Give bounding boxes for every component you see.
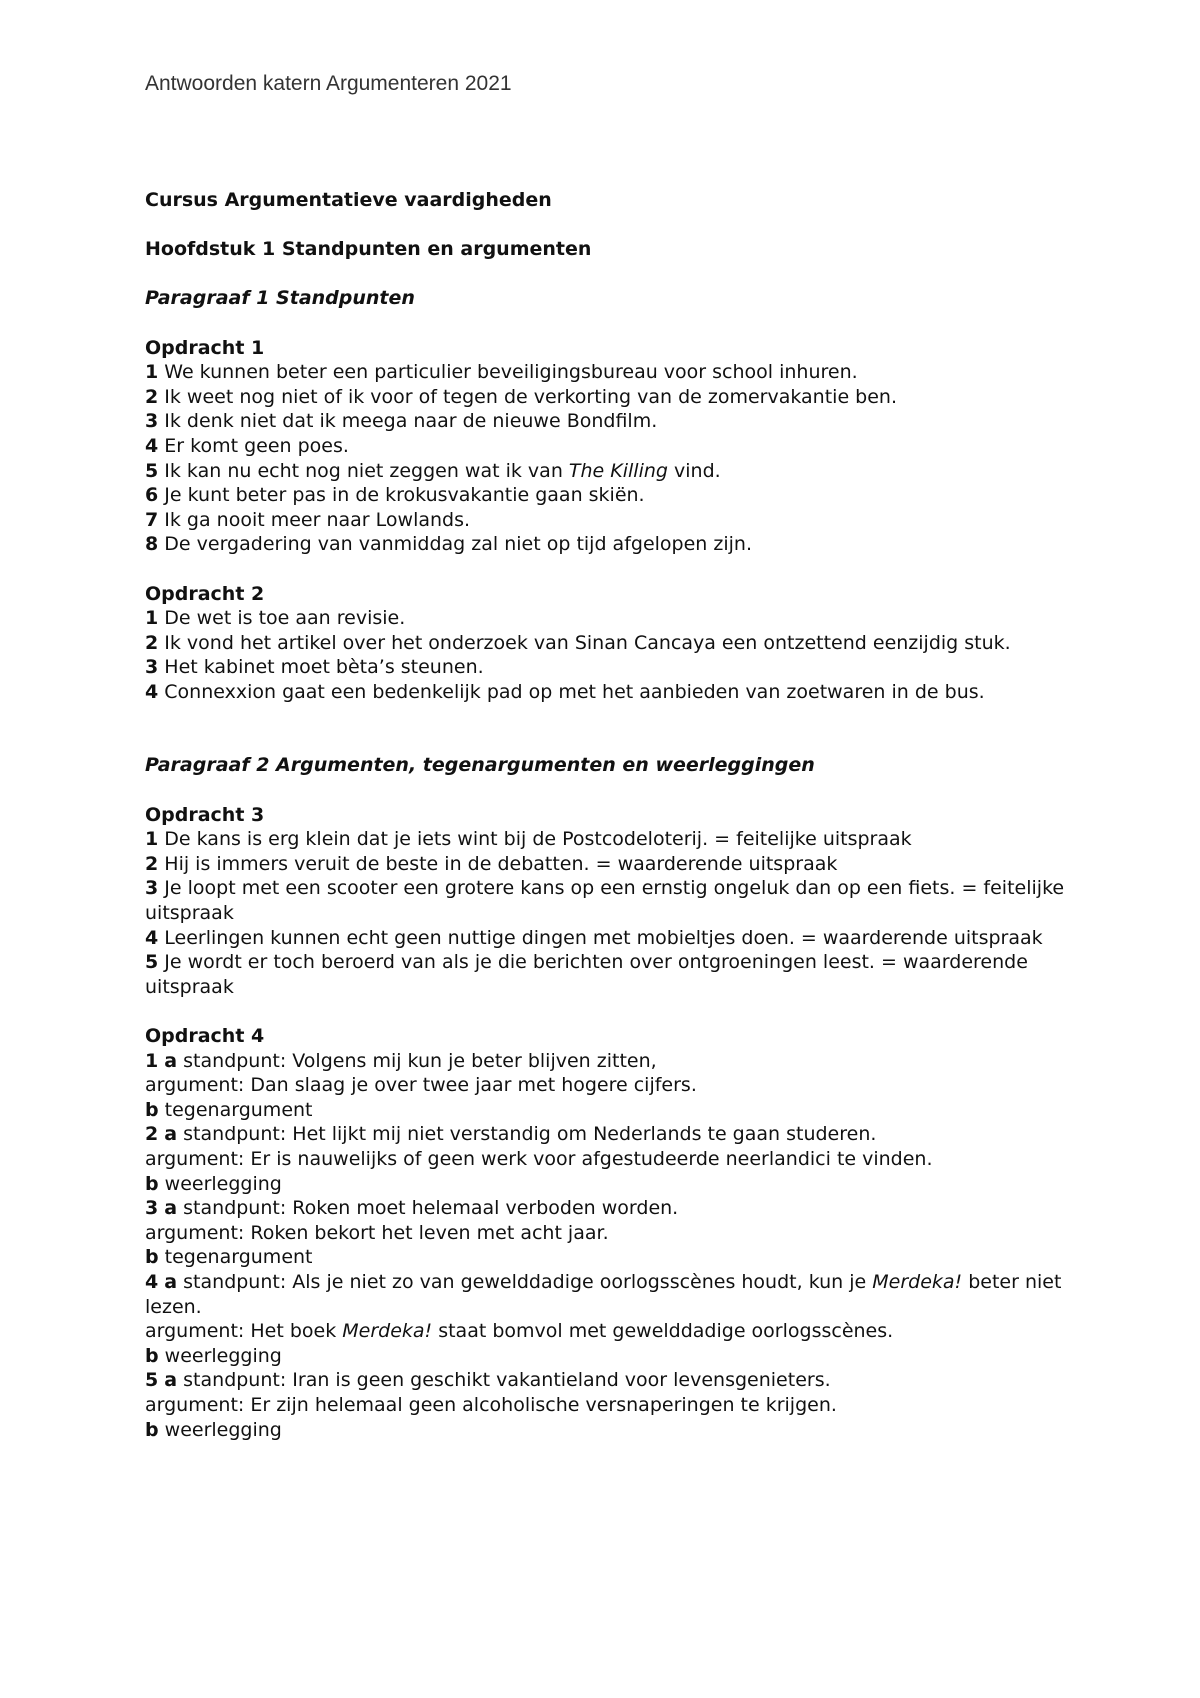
list-item: 2 Ik weet nog niet of ik voor of tegen de verkorting van de zomervakantie ben.	[145, 385, 898, 408]
list-item: 5 Je wordt er toch beroerd van als je die berichten over ontgroeningen leest. = waarderende uitspraak	[145, 951, 1028, 998]
argument-line: argument: Roken bekort het leven met acht jaar.	[145, 1221, 609, 1244]
answer-line: b weerlegging	[145, 1418, 282, 1441]
document-content	[145, 188, 1105, 1442]
paragraph-title-2: Paragraaf 2 Argumenten, tegenargumenten en weerleggingen	[145, 754, 815, 777]
list-item: 4 Connexxion gaat een bedenkelijk pad op met het aanbieden van zoetwaren in de bus.	[145, 680, 985, 703]
list-item: 1 De kans is erg klein dat je iets wint bij de Postcodeloterij. = feitelijke uitspraak	[145, 828, 912, 851]
list-item: 1 De wet is toe aan revisie.	[145, 607, 406, 630]
course-title: Cursus Argumentatieve vaardigheden	[145, 189, 552, 211]
answer-line: b tegenargument	[145, 1246, 313, 1269]
exercise-title-1: Opdracht 1	[145, 336, 265, 359]
list-item: 2 a standpunt: Het lijkt mij niet verstandig om Nederlands te gaan studeren.	[145, 1123, 877, 1146]
list-item: 2 Hij is immers veruit de beste in de debatten. = waarderende uitspraak	[145, 852, 838, 875]
list-item: 2 Ik vond het artikel over het onderzoek van Sinan Cancaya een ontzettend eenzijdig stuk.	[145, 631, 1011, 654]
list-item: 3 a standpunt: Roken moet helemaal verboden worden.	[145, 1197, 679, 1220]
list-item: 4 Leerlingen kunnen echt geen nuttige dingen met mobieltjes doen. = waarderende uitspraak	[145, 926, 1043, 949]
list-item: 4 a standpunt: Als je niet zo van gewelddadige oorlogsscènes houdt, kun je Merdeka! beter niet lezen.	[145, 1270, 1062, 1318]
list-item: 3 Je loopt met een scooter een grotere kans op een ernstig ongeluk dan op een fiets. = feitelijke uitspraak	[145, 877, 1065, 925]
argument-line: argument: Er is nauwelijks of geen werk voor afgestudeerde neerlandici te vinden.	[145, 1147, 933, 1170]
argument-line: argument: Er zijn helemaal geen alcoholische versnaperingen te krijgen.	[145, 1393, 837, 1416]
list-item: 5 a standpunt: Iran is geen geschikt vakantieland voor levensgenieters.	[145, 1369, 831, 1392]
exercise-title-4: Opdracht 4	[145, 1025, 265, 1047]
paragraph-title-1: Paragraaf 1 Standpunten	[145, 287, 415, 310]
list-item: 8 De vergadering van vanmiddag zal niet op tijd afgelopen zijn.	[145, 533, 752, 556]
answer-line: b weerlegging	[145, 1172, 282, 1195]
argument-line: argument: Dan slaag je over twee jaar met hogere cijfers.	[145, 1074, 697, 1097]
list-item: 5 Ik kan nu echt nog niet zeggen wat ik van The Killing vind.	[145, 459, 721, 482]
list-item: 6 Je kunt beter pas in de krokusvakantie gaan skiën.	[145, 484, 645, 507]
exercise-title-3: Opdracht 3	[145, 803, 265, 826]
list-item: 1 a standpunt: Volgens mij kun je beter blijven zitten,	[145, 1049, 657, 1072]
chapter-title: Hoofdstuk 1 Standpunten en argumenten	[145, 238, 592, 261]
exercise-title-2: Opdracht 2	[145, 582, 265, 605]
list-item: 3 Ik denk niet dat ik meega naar de nieuwe Bondfilm.	[145, 410, 658, 433]
list-item: 7 Ik ga nooit meer naar Lowlands.	[145, 508, 471, 531]
answer-line: b tegenargument	[145, 1098, 313, 1121]
answer-line: b weerlegging	[145, 1344, 282, 1367]
list-item: 3 Het kabinet moet bèta’s steunen.	[145, 656, 484, 679]
page-header: Antwoorden katern Argumenteren 2021	[145, 72, 512, 95]
list-item: 1 We kunnen beter een particulier beveiligingsbureau voor school inhuren.	[145, 361, 858, 384]
argument-line: argument: Het boek Merdeka! staat bomvol met gewelddadige oorlogsscènes.	[145, 1320, 894, 1343]
list-item: 4 Er komt geen poes.	[145, 434, 349, 457]
